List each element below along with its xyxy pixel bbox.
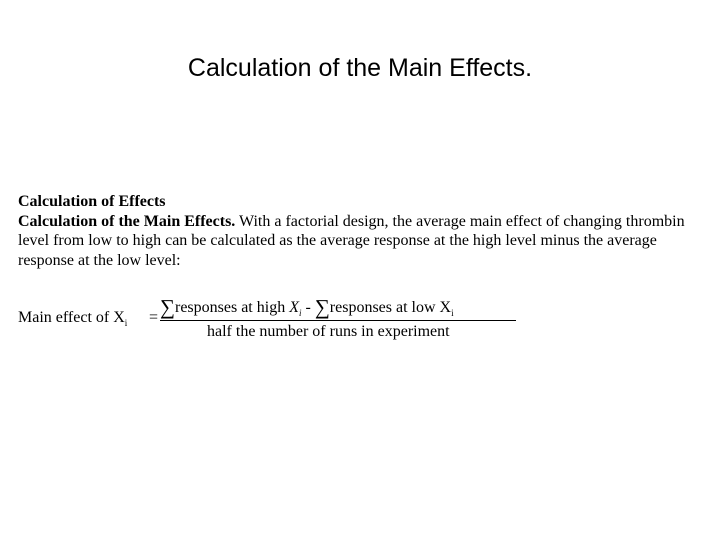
formula-lhs-text: Main effect of X — [18, 309, 125, 326]
formula-lhs-subscript: i — [124, 318, 128, 328]
numerator-high-text: responses at high — [174, 299, 290, 316]
numerator-minus: - — [301, 299, 315, 316]
numerator-variable: X — [289, 299, 299, 316]
numerator-low-text: responses at low X — [329, 299, 452, 316]
section-heading: Calculation of Effects — [18, 193, 166, 210]
slide-title: Calculation of the Main Effects. — [187, 54, 533, 82]
numerator-variable-subscript: i — [298, 308, 302, 318]
formula-denominator: half the number of runs in experiment — [207, 323, 450, 340]
paragraph — [18, 212, 708, 271]
paragraph-text: With a factorial design, the average main effect of changing thrombin level from low to high can be calculated as the average response at the high level minus the average response at the low level: — [18, 212, 685, 269]
body-text-block — [18, 192, 708, 270]
paragraph-lead: Calculation of the Main Effects. — [18, 212, 236, 230]
formula-numerator — [160, 293, 454, 318]
fraction-bar — [160, 320, 516, 321]
sigma-icon: ∑ — [314, 295, 330, 319]
formula-equals: = — [149, 309, 159, 326]
numerator-low-subscript: i — [451, 308, 454, 318]
sigma-icon: ∑ — [160, 295, 175, 319]
formula-lhs — [18, 309, 127, 327]
